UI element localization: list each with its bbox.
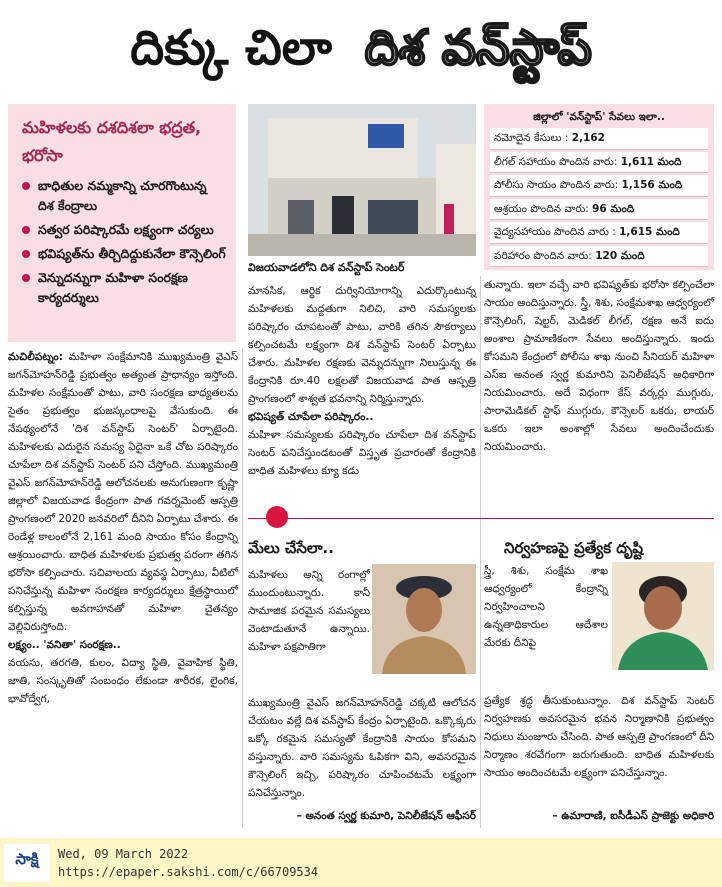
article-column-1 xyxy=(8,348,238,828)
highlights-list xyxy=(22,176,226,308)
stats-value: 96 మంది xyxy=(592,202,635,215)
subheading: లక్ష్యం.. 'వనితా' సంరక్షణ.. xyxy=(8,639,121,651)
article-column-2 xyxy=(248,282,476,512)
footer-url[interactable]: https://epaper.sakshi.com/c/66709534 xyxy=(58,865,319,879)
section-paragraph: మహిళలు అన్ని రంగాల్లో ముందుంటున్నారు. కానీ సామాజిక పరమైన సమస్యలు వెంటాడుతూనే ఉన్నాయి. మహిళా పక్షపాతిగా xyxy=(248,569,370,653)
stats-label: నమోదైన కేసులు : xyxy=(494,132,569,144)
section-signature: – ఉమారాణి, ఐసీడీఎస్ ప్రాజెక్టు అధికారి xyxy=(552,810,714,822)
stats-title: జిల్లాలో 'వన్‌స్టాప్' సేవలు ఇలా.. xyxy=(533,111,665,123)
sakshi-logo xyxy=(4,844,50,882)
article-paragraph: వయసు, తరగతి, కులం, విద్యా స్థితి, వైవాహిక స్థితి, జాతి, సంస్కృతితో సంబంధం లేకుండా శారీరక, లైంగిక, భావోద్వేగ, xyxy=(8,657,238,705)
stats-value: 2,162 xyxy=(571,132,605,144)
headline-part2: దిశ వన్‌స్టాప్ xyxy=(364,20,592,76)
column-rule xyxy=(480,276,481,828)
stats-box xyxy=(484,104,714,270)
building-photo xyxy=(248,104,476,256)
section-paragraph: ప్రత్యేక శ్రద్ధ తీసుకుంటున్నాం. దిశ వన్‌స్టాప్ సెంటర్ నిర్వహణకు అవసరమైన భవన నిర్మాణానికి ప్రభుత్వం నిధులు మంజూరు చేసింది. పాత ఆస్పత్రి ప్రాంగణంలో దీని నిర్మాణం శరవేగంగా జరుగుతుంది. బాధిత మహిళలకు సాయం అందించటమే లక్ష్యంగా పనిచేస్తున్నాం. xyxy=(484,695,714,779)
section-paragraph: ముఖ్యమంత్రి వైఎస్ జగన్‌మోహన్‌రెడ్డి చక్కటి ఆలోచన చేయటం వల్లే దిశ వన్‌స్టాప్ కేంద్రం ఏర్పాటైంది. ఒక్కొక్కరు ఒక్కో రకమైన సమస్యతో కేంద్రానికి సాయం కోసమని వస్తున్నారు. వారి సమస్యను ఓపికగా విని, అవసరమైన కౌన్సెలింగ్ ఇచ్చి, పరిష్కారం చూపించటమే లక్ష్యంగా పనిచేస్తున్నాం. xyxy=(248,697,476,799)
stats-value: 1,615 మంది xyxy=(619,226,680,238)
building-illustration xyxy=(248,104,476,256)
officer-portrait-illustration xyxy=(372,564,476,674)
highlight-item: బాధితుల నమ్మకాన్ని చూరగొంటున్న దిశ కేంద్రాలు xyxy=(22,176,226,216)
stats-label: లీగల్ సహాయం పొందిన వారు: xyxy=(494,155,618,168)
stats-label: ఆశ్రయం పొందిన వారు: xyxy=(494,202,589,215)
stats-value: 120 మంది xyxy=(595,249,645,262)
stats-row xyxy=(490,152,708,174)
decorative-dot xyxy=(266,506,288,528)
section-title: మేలు చేసేలా.. xyxy=(248,539,334,557)
highlight-item: భవిష్యత్‌ను తీర్చిదిద్దుకునేలా కౌన్సెలింగ్ xyxy=(22,244,226,264)
subheading: భవిష్యత్ చూపేలా పరిష్కారం.. xyxy=(248,411,374,423)
headline xyxy=(0,0,722,96)
dateline: మచిలీపట్నం: xyxy=(8,351,63,363)
article-column-3 xyxy=(484,276,714,504)
official-portrait-illustration xyxy=(612,562,714,670)
section-signature: – అనంత స్వర్ణ కుమారి, పెనిలీజేషన్ ఆఫీసర్ xyxy=(296,810,476,822)
stats-value: 1,156 మంది xyxy=(621,179,683,191)
stats-label: పోలీసు సాయం పొందిన వారు: xyxy=(494,179,619,191)
article-paragraph: మానసిక, ఆర్థిక దుర్వినియోగాన్ని ఎదుర్కొంటున్న మహిళలకు మద్దతుగా నిలిచి, వారి సమస్యలకు పరిష్కారం చూపటంతో పాటు, వారికి తగిన సౌకర్యాలు కల్పించటమే లక్ష్యంగా దిశ వన్‌స్టాప్ సెంటర్ ఏర్పాటు చేశారు. మహిళల రక్షణకు వెన్నుదన్నుగా నిలుస్తున్న ఈ కేంద్రానికి రూ.40 లక్షలతో విజయవాడ పాత ఆస్పత్రి ప్రాంగణంలో శాశ్వత భవనాన్ని నిర్మిస్తున్నారు. xyxy=(248,285,476,405)
stats-label: వైద్యసహాయం పొందిన వారు : xyxy=(494,226,616,238)
stats-row xyxy=(490,128,708,150)
stats-value: 1,611 మంది xyxy=(620,155,682,168)
stats-label: పరిహారం పొందిన వారు: xyxy=(494,249,592,262)
highlights-title: మహిళలకు దశదిశలా భద్రత, భరోసా xyxy=(22,118,202,165)
headline-part1: దిక్కు చిలా xyxy=(130,20,333,76)
stats-row xyxy=(490,222,708,244)
section-divider xyxy=(248,518,714,519)
section-paragraph: స్త్రీ, శిశు, సంక్షేమ శాఖ ఆధ్వర్యంలో కేంద్రాన్ని నిర్వహించాలని ఉన్నతాధికారుల ఆదేశాల మేరకు దీనిపై xyxy=(484,565,608,649)
article-paragraph: తున్నారు. ఇలా వచ్చే వారి భవిష్యత్‌కు భరోసా కల్పించేలా సాయం అందిస్తున్నారు. స్త్రీ, శిశు, సంక్షేమశాఖ ఆధ్వర్యంలో కౌన్సెలింగ్, షెల్టర్, మెడికల్ లీగల్, రక్షణ అనే ఐదు అంశాల ప్రామాణికంగా సేవలు అందిస్తున్నారు. ఇందు కోసమని కేంద్రంలో పోలీసు శాఖ నుంచి సీనియర్ మహిళా ఎస్‌ఐ అనంత స్వర్ణ కుమారిని పెనిలీజేషన్ అధికారిగా నియమించారు. అదే విధంగా కేస్ వర్కర్లు ముగ్గురు, పారామెడికల్ స్టాఫ్ ముగ్గురు, కౌన్సెలర్ ఒకరు, లాయర్ ఒకరు ఇలా అంశాల్లో సేవలు అందించేందుకు నియమించారు. xyxy=(484,279,714,453)
section-title: నిర్వహణపై ప్రత్యేక దృష్టి xyxy=(504,539,644,557)
logo-text: సాక్షి xyxy=(15,850,39,868)
highlight-item: వెన్నుదన్నుగా మహిళా సంరక్షణ కార్యదర్శులు xyxy=(22,268,226,308)
article-paragraph: మహిళా సంక్షేమానికి ముఖ్యమంత్రి వైఎస్ జగన్‌మోహన్‌రెడ్డి ప్రభుత్వం అత్యంత ప్రాధాన్యం ఇస్తోంది. మహిళల సంక్షేమంతో పాటు, వారి సంరక్షణ బాధ్యతలను సైతం ప్రభుత్వం భుజస్కంధాలపై వేసుకుంది. ఈ నేపథ్యంలోనే 'దిశ వన్‌స్టాప్ సెంటర్' ఏర్పాటైంది. మహిళలకు ఎదురైన సమస్య ఏదైనా ఒకే చోట పరిష్కారం చూపేలా దిశ వన్‌స్టాప్ సెంటర్ పని చేస్తోంది. ముఖ్యమంత్రి వైఎస్ జగన్‌మోహన్‌రెడ్డి ఆలోచనలకు అనుగుణంగా కృష్ణా జిల్లాలో విజయవాడ కేంద్రంగా పాత గవర్నమెంట్ ఆస్పత్రి ప్రాంగణంలో 2020 జనవరిలో దీనిని ఏర్పాటు చేశారు. ఈ రెండేళ్ల కాలంలోనే 2,161 మంది సాయం కోసం కేంద్రాన్ని ఆశ్రయించారు. బాధిత మహిళలకు ప్రభుత్వ పరంగా తగిన భరోసా కల్పించారు. సచివాలయ వ్యవస్థ ఏర్పాటు, వీటిలో పనిచేస్తున్న మహిళా సంరక్షణ కార్యదర్శులు క్షేత్రస్థాయిలో కల్పిస్తున్న అవగాహనతో మహిళా చైతన్యం వెల్లివిరుస్తోంది. xyxy=(8,351,238,633)
officer-photo xyxy=(372,564,476,674)
stats-row xyxy=(490,199,708,221)
footer-date: Wed, 09 March 2022 xyxy=(58,847,189,861)
official-photo xyxy=(612,562,714,670)
article-paragraph: మహిళా సమస్యలకు పరిష్కారం చూపేలా దిశ వన్‌స్టాప్ సెంటర్ పనిచేస్తుండటంతో విస్తృత ప్రచారంతో కేంద్రానికి బాధిత మహిళలు క్యూ కడు xyxy=(248,429,476,477)
column-rule xyxy=(242,348,243,828)
highlights-box xyxy=(8,104,236,342)
highlight-item: సత్వర పరిష్కారమే లక్ష్యంగా చర్యలు xyxy=(22,220,226,240)
photo-caption: విజయవాడలోని దిశ వన్‌స్టాప్ సెంటర్ xyxy=(248,261,405,274)
stats-row xyxy=(490,175,708,197)
stats-row xyxy=(490,246,708,268)
